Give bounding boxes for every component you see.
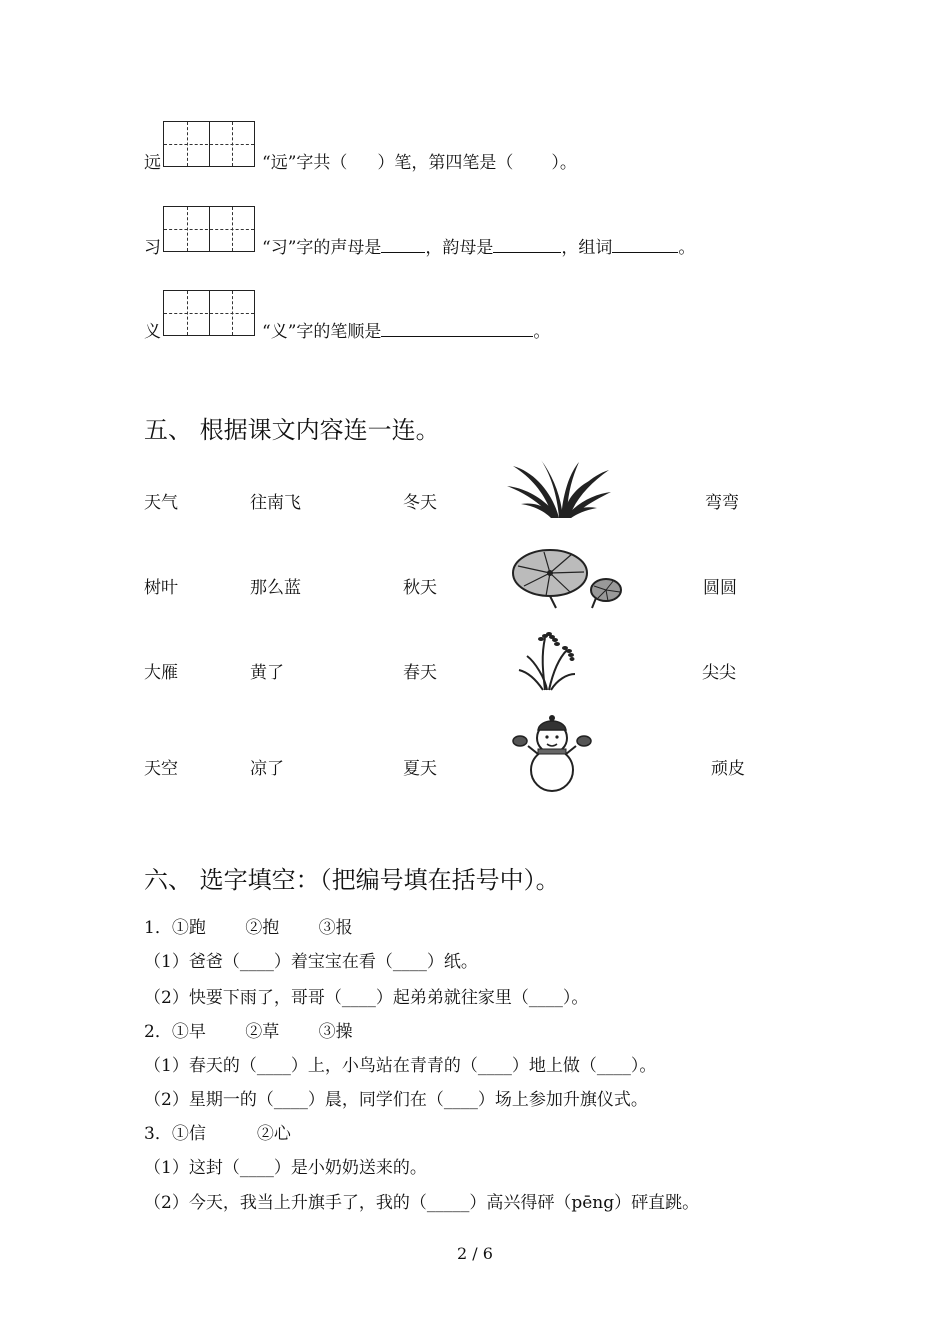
target-char: 义	[144, 322, 161, 342]
page-number: 2 / 6	[457, 1244, 493, 1263]
question-line[interactable]: （1）春天的（____）上，小鸟站在青青的（____）地上做（____）。	[144, 1056, 657, 1076]
match-word[interactable]: 夏天	[403, 759, 437, 779]
match-word[interactable]: 春天	[403, 663, 437, 683]
question-options: 1．①跑 ②抱 ③报	[144, 918, 353, 938]
question-line[interactable]: （1）这封（____）是小奶奶送来的。	[144, 1158, 427, 1178]
match-word[interactable]: 顽皮	[711, 759, 745, 779]
answer-blank[interactable]	[381, 236, 425, 253]
match-word[interactable]: 黄了	[250, 663, 284, 683]
writing-grid	[163, 121, 255, 167]
match-word[interactable]: 天气	[144, 493, 178, 513]
question-line[interactable]: （2）星期一的（____）晨，同学们在（____）场上参加升旗仪式。	[144, 1090, 648, 1110]
match-word[interactable]: 凉了	[250, 759, 284, 779]
grass-icon[interactable]	[505, 458, 613, 520]
match-word[interactable]: 冬天	[403, 493, 437, 513]
match-word[interactable]: 弯弯	[705, 493, 739, 513]
match-word[interactable]: 秋天	[403, 578, 437, 598]
match-word[interactable]: 大雁	[144, 663, 178, 683]
question-text: “习”字的声母是 ，韵母是 ，组词 。	[262, 238, 696, 258]
match-word[interactable]: 往南飞	[250, 493, 301, 513]
lotus-leaf-icon[interactable]	[510, 546, 622, 610]
question-options: 2．①早 ②草 ③操	[144, 1022, 353, 1042]
answer-blank[interactable]	[612, 236, 678, 253]
rice-plant-icon[interactable]	[515, 628, 579, 692]
target-char: 远	[144, 153, 161, 173]
writing-grid	[163, 290, 255, 336]
section-heading: 五、 根据课文内容连一连。	[144, 416, 440, 444]
match-word[interactable]: 尖尖	[702, 663, 736, 683]
match-word[interactable]: 那么蓝	[250, 578, 301, 598]
match-word[interactable]: 树叶	[144, 578, 178, 598]
target-char: 习	[144, 238, 161, 258]
snowman-icon[interactable]	[508, 712, 596, 792]
match-word[interactable]: 圆圆	[703, 578, 737, 598]
question-text: “义”字的笔顺是 。	[262, 322, 551, 342]
answer-blank[interactable]	[493, 236, 561, 253]
question-options: 3．①信 ②心	[144, 1124, 291, 1144]
question-line[interactable]: （2）快要下雨了，哥哥（____）起弟弟就往家里（____）。	[144, 988, 589, 1008]
writing-grid	[163, 206, 255, 252]
question-line[interactable]: （2）今天，我当上升旗手了，我的（_____）高兴得砰（pēng）砰直跳。	[144, 1193, 700, 1213]
section-heading: 六、 选字填空：（把编号填在括号中）。	[144, 866, 560, 894]
answer-blank[interactable]	[381, 320, 533, 337]
question-line[interactable]: （1）爸爸（____）着宝宝在看（____）纸。	[144, 952, 478, 972]
question-text: “远”字共（ ）笔，第四笔是（ ）。	[262, 153, 577, 173]
match-word[interactable]: 天空	[144, 759, 178, 779]
